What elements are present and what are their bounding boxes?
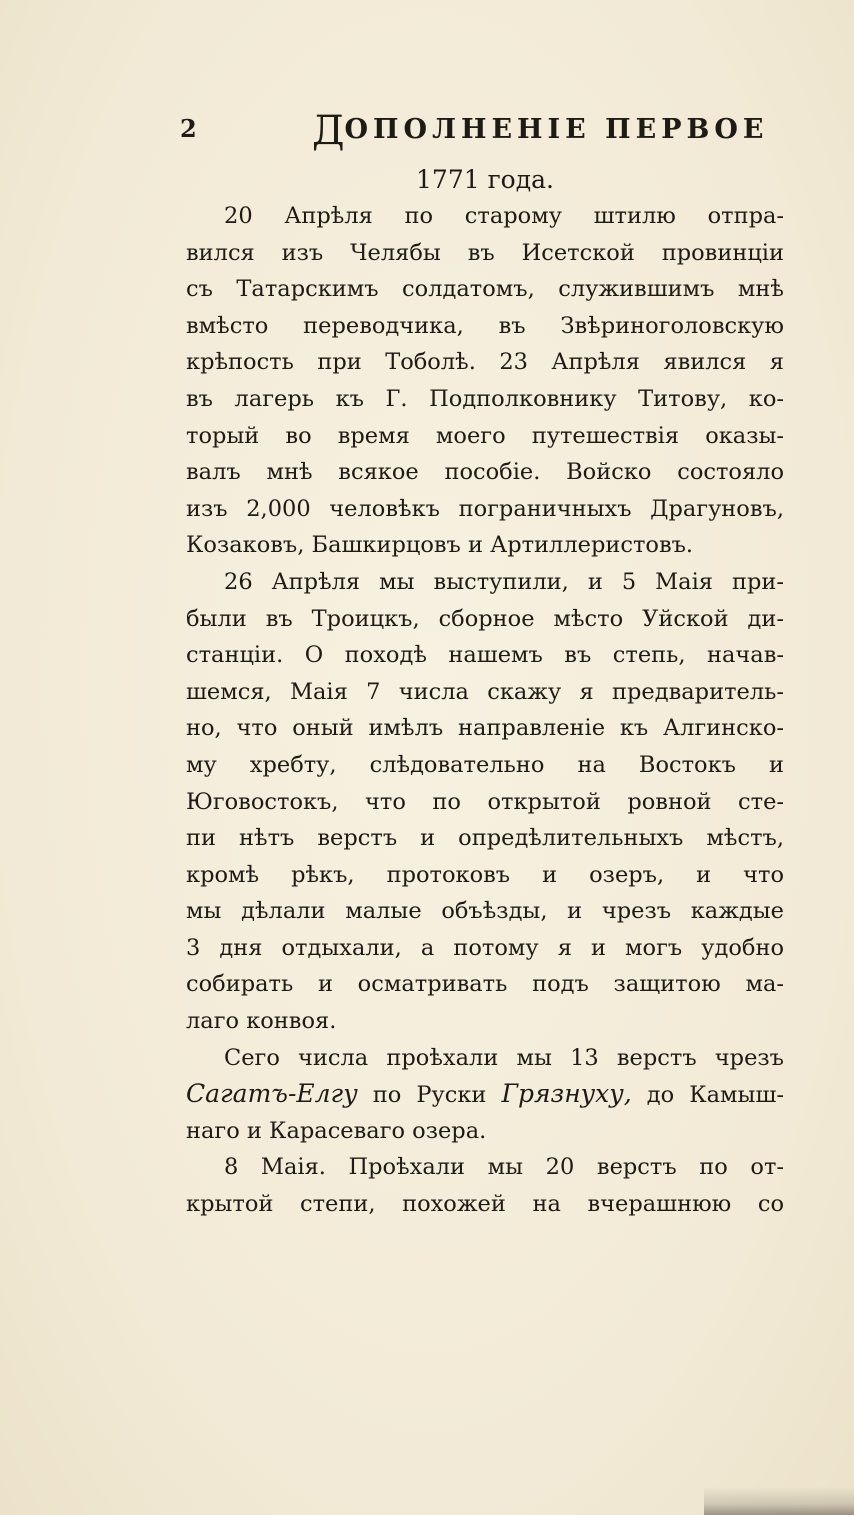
text-line: были въ Троицкъ, сборное мѣсто Уйской ди-: [186, 605, 784, 632]
page-number: 2: [180, 114, 197, 143]
text-line: 20 Апрѣля по старому штилю отпра-: [224, 203, 784, 229]
text-line: но, что оный имѣлъ направленіе къ Алгинско-: [186, 715, 784, 742]
text-line: Юговостокъ, что по открытой ровной сте-: [186, 788, 784, 815]
text-line: 3 дня отдыхали, а потому я и могъ удобно: [186, 934, 784, 961]
text-line: 8 Маія. Проѣхали мы 20 верстъ по от-: [224, 1154, 784, 1181]
running-head: [312, 108, 768, 154]
text-lines: [186, 198, 784, 1223]
text-line: шемся, Маія 7 числа скажу я предваритель-: [186, 678, 784, 705]
text-line: собирать и осматривать подъ защитою ма-: [186, 971, 784, 998]
text-line: крытой степи, похожей на вчерашнюю со: [186, 1191, 784, 1218]
text-line: торый во время моего путешествія оказы-: [186, 422, 784, 449]
text-line: мы дѣлали малые объѣзды, и чрезъ каждые: [186, 898, 784, 925]
text-segment: по Руски: [357, 1082, 502, 1109]
body-text: [186, 162, 784, 1223]
text-line: 26 Апрѣля мы выступили, и 5 Маія при-: [224, 568, 784, 595]
scan-smudge: [704, 1487, 854, 1515]
text-line: пи нѣтъ верстъ и опредѣлительныхъ мѣстъ,: [186, 825, 784, 852]
text-line: наго и Карасеваго озера.: [186, 1117, 487, 1144]
text-line: [186, 1076, 784, 1113]
italic-segment: Грязнуху,: [501, 1079, 632, 1109]
page-header: [0, 104, 854, 154]
text-line: въ лагерь къ Г. Подполковнику Титову, ко-: [186, 385, 784, 412]
text-line: Сего числа проѣхали мы 13 верстъ чрезъ: [224, 1044, 784, 1071]
text-line: крѣпость при Тоболѣ. 23 Апрѣля явился я: [186, 349, 784, 376]
text-line: Козаковъ, Башкирцовъ и Артиллеристовъ.: [186, 532, 694, 559]
text-segment: до Камыш-: [631, 1082, 784, 1109]
text-line: станціи. О походѣ нашемъ въ степь, начав-: [186, 642, 784, 669]
text-line: съ Татарскимъ солдатомъ, служившимъ мнѣ: [186, 276, 784, 303]
year-heading: 1771 года.: [416, 165, 554, 194]
text-line: лаго конвоя.: [186, 1008, 337, 1035]
text-line: вился изъ Челябы въ Исетской провинціи: [186, 239, 784, 266]
text-line: валъ мнѣ всякое пособіе. Войско состояло: [186, 459, 784, 486]
running-head-rest: ОПОЛНЕНІЕ ПЕРВОЕ: [344, 114, 769, 145]
italic-segment: Сагатъ-Елгу: [186, 1079, 358, 1109]
text-line: вмѣсто переводчика, въ Звѣриноголовскую: [186, 312, 784, 339]
text-line: кромѣ рѣкъ, протоковъ и озеръ, и что: [186, 861, 784, 888]
running-head-initial: Д: [312, 108, 345, 154]
text-line: му хребту, слѣдовательно на Востокъ и: [186, 751, 784, 778]
text-line: изъ 2,000 человѣкъ пограничныхъ Драгуновъ,: [186, 495, 784, 522]
